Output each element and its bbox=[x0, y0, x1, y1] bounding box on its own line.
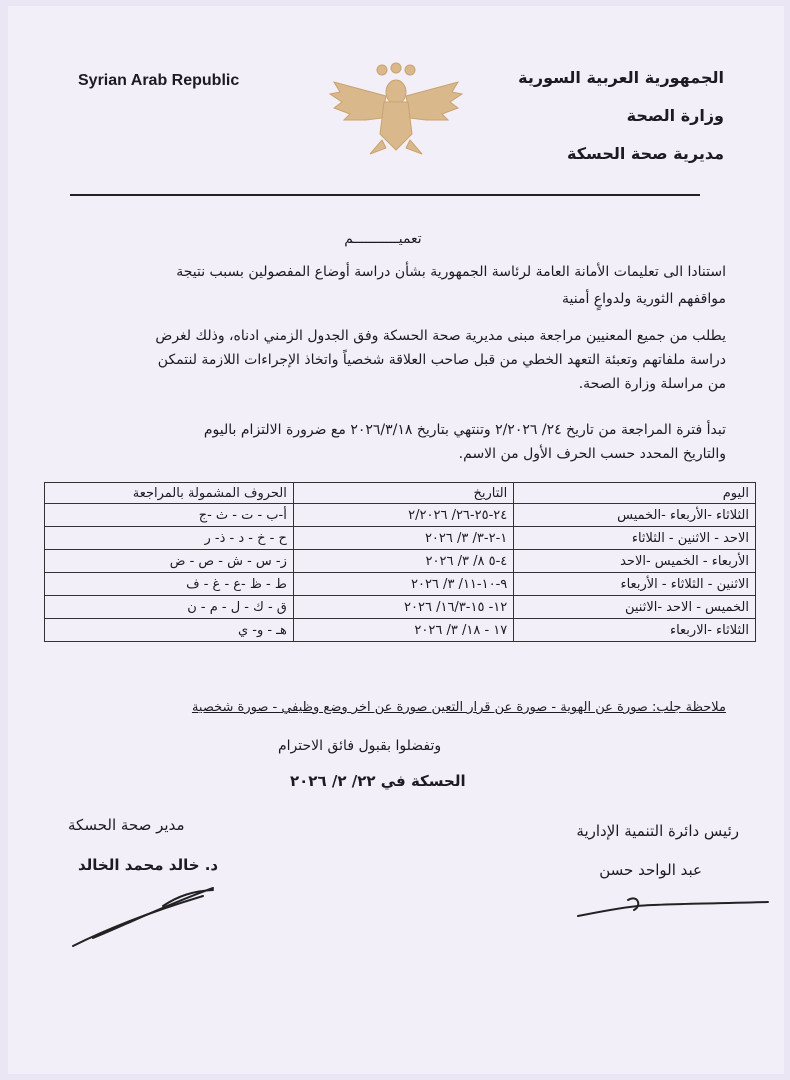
document-date: الحسكة في ٢٢/ ٢/ ٢٠٢٦ bbox=[290, 772, 466, 790]
table-row bbox=[45, 596, 756, 619]
table-cell-date: ١-٢-٣/ ٣/ ٢٠٢٦ bbox=[293, 527, 513, 550]
signatory-right-title: رئيس دائرة التنمية الإدارية bbox=[576, 822, 739, 840]
table-cell-letters: أ-ب - ت - ث -ج bbox=[45, 504, 294, 527]
document-sheet bbox=[8, 6, 784, 1074]
document-subject: تعميـــــــــــم bbox=[344, 231, 422, 247]
emblem-eagle-icon bbox=[326, 62, 466, 162]
schedule-table bbox=[44, 482, 756, 642]
table-header-day: اليوم bbox=[514, 483, 756, 504]
table-row bbox=[45, 504, 756, 527]
period-line-2: والتاريخ المحدد حسب الحرف الأول من الاسم. bbox=[458, 446, 726, 462]
table-cell-letters: ق - ك - ل - م - ن bbox=[45, 596, 294, 619]
table-cell-letters: ز- س - ش - ص - ض bbox=[45, 550, 294, 573]
table-row bbox=[45, 527, 756, 550]
table-row bbox=[45, 550, 756, 573]
signatory-right-name: عبد الواحد حسن bbox=[599, 861, 702, 879]
header-divider bbox=[70, 194, 700, 196]
table-header-row bbox=[45, 483, 756, 504]
table-cell-letters: ح - خ - د - ذ- ر bbox=[45, 527, 294, 550]
table-cell-day: الأربعاء - الخميس -الاحد bbox=[514, 550, 756, 573]
table-header-letters: الحروف المشمولة بالمراجعة bbox=[45, 483, 294, 504]
signatory-left-title: مدير صحة الحسكة bbox=[68, 816, 185, 834]
table-cell-date: ٢٤-٢٥-٢٦/ ٢/٢٠٢٦ bbox=[293, 504, 513, 527]
table-cell-date: ١٢- ١٥-١٦/٣/ ٢٠٢٦ bbox=[293, 596, 513, 619]
period-line-1: تبدأ فترة المراجعة من تاريخ ٢٤/ ٢/٢٠٢٦ وتنتهي بتاريخ ٢٠٢٦/٣/١٨ مع ضرورة الالتزام باليوم bbox=[203, 422, 726, 438]
intro-line-1: استنادا الى تعليمات الأمانة العامة لرئاسة الجمهورية بشأن دراسة أوضاع المفصولين بسبب نتيجة bbox=[176, 264, 726, 280]
table-header-date: التاريخ bbox=[293, 483, 513, 504]
signature-right-scribble bbox=[568, 886, 778, 926]
signatory-left-name: د. خالد محمد الخالد bbox=[78, 856, 219, 874]
table-row bbox=[45, 573, 756, 596]
table-cell-date: ٤-٥ ٨/ ٣/ ٢٠٢٦ bbox=[293, 550, 513, 573]
table-cell-day: الخميس - الاحد -الاثنين bbox=[514, 596, 756, 619]
header-title-ar-ministry: وزارة الصحة bbox=[626, 106, 724, 125]
table-cell-day: الثلاثاء -الأربعاء -الخميس bbox=[514, 504, 756, 527]
table-cell-day: الاثنين - الثلاثاء - الأربعاء bbox=[514, 573, 756, 596]
request-line-1: يطلب من جميع المعنيين مراجعة مبنى مديرية صحة الحسكة وفق الجدول الزمني ادناه، وذلك لغرض bbox=[155, 328, 726, 344]
requirements-note: ملاحظة جلب: صورة عن الهوية - صورة عن قرار التعين صورة عن اخر وضع وظيفي - صورة شخصية bbox=[191, 700, 726, 715]
signature-left-scribble bbox=[63, 876, 233, 956]
table-cell-letters: ط - ظ -ع - غ - ف bbox=[45, 573, 294, 596]
header-title-ar-country: الجمهورية العربية السورية bbox=[518, 68, 724, 87]
table-cell-date: ١٧ - ١٨/ ٣/ ٢٠٢٦ bbox=[293, 619, 513, 642]
table-cell-date: ٩-١٠-١١/ ٣/ ٢٠٢٦ bbox=[293, 573, 513, 596]
request-line-2: دراسة ملفاتهم وتعبئة التعهد الخطي من قبل صاحب العلاقة شخصياً واتخاذ الإجراءات اللازمة لنتمكن bbox=[157, 352, 726, 368]
table-cell-day: الثلاثاء -الاربعاء bbox=[514, 619, 756, 642]
request-line-3: من مراسلة وزارة الصحة. bbox=[578, 376, 726, 392]
header-title-ar-directorate: مديرية صحة الحسكة bbox=[567, 144, 724, 163]
intro-line-2: مواقفهم الثورية ولدواعٍ أمنية bbox=[561, 291, 726, 307]
header-title-en: Syrian Arab Republic bbox=[78, 72, 240, 89]
table-cell-day: الاحد - الاثنين - الثلاثاء bbox=[514, 527, 756, 550]
closing-salutation: وتفضلوا بقبول فائق الاحترام bbox=[278, 738, 442, 754]
table-cell-letters: هـ - و- ي bbox=[45, 619, 294, 642]
table-row bbox=[45, 619, 756, 642]
